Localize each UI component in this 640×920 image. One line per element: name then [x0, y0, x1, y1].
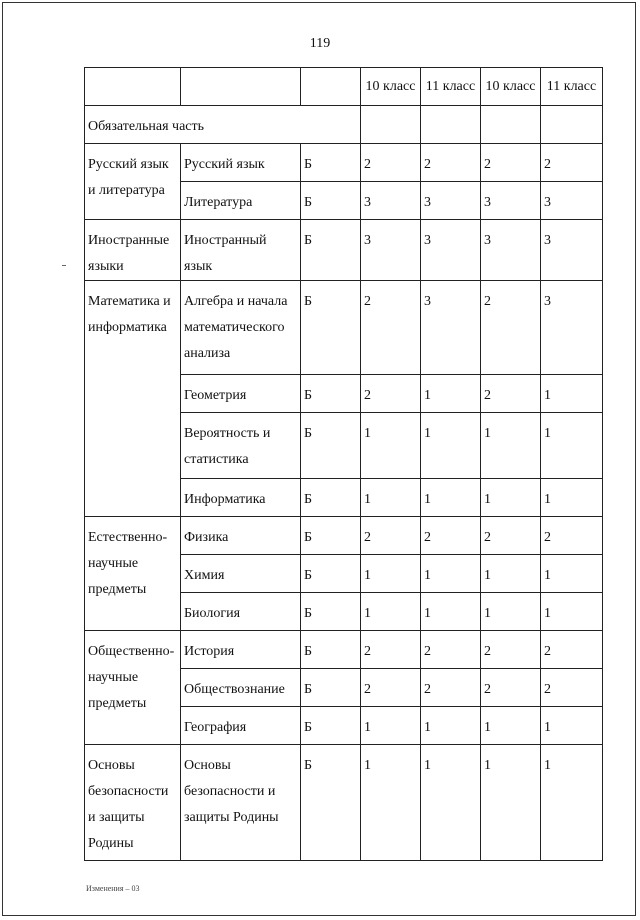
table-row [85, 745, 603, 861]
hours-cell: 3 [361, 182, 421, 220]
hours-cell: 1 [361, 745, 421, 861]
grade-header: 10 класс [481, 68, 541, 106]
subject-area: Математика и информатика [85, 281, 181, 517]
table-row [85, 517, 603, 555]
hours-cell: 2 [361, 375, 421, 413]
subject-name: Алгебра и начала математического анализа [181, 281, 301, 375]
hours-cell: 2 [421, 517, 481, 555]
header-cell-empty [181, 68, 301, 106]
level-cell: Б [301, 375, 361, 413]
subject-area: Естественно-научные предметы [85, 517, 181, 631]
subject-area: Русский язык и литература [85, 144, 181, 220]
table-cell [421, 106, 481, 144]
table-row [85, 220, 603, 281]
level-cell: Б [301, 593, 361, 631]
subject-name: Русский язык [181, 144, 301, 182]
hours-cell: 1 [361, 413, 421, 479]
subject-name: Обществознание [181, 669, 301, 707]
hours-cell: 1 [481, 413, 541, 479]
hours-cell: 1 [541, 479, 603, 517]
scan-mark [62, 265, 66, 266]
subject-name: Литература [181, 182, 301, 220]
subject-name: Иностранный язык [181, 220, 301, 281]
hours-cell: 2 [481, 281, 541, 375]
hours-cell: 2 [481, 375, 541, 413]
grade-header: 11 класс [421, 68, 481, 106]
subject-name: Химия [181, 555, 301, 593]
level-cell: Б [301, 745, 361, 861]
grade-header: 11 класс [541, 68, 603, 106]
footer-note: Изменения – 03 [86, 884, 140, 893]
header-cell-empty [85, 68, 181, 106]
subject-area: Иностранные языки [85, 220, 181, 281]
hours-cell: 1 [541, 413, 603, 479]
hours-cell: 1 [481, 707, 541, 745]
header-cell-empty [301, 68, 361, 106]
hours-cell: 1 [421, 479, 481, 517]
hours-cell: 1 [361, 479, 421, 517]
hours-cell: 1 [421, 593, 481, 631]
table-row [85, 144, 603, 182]
section-row [85, 106, 603, 144]
curriculum-table [84, 67, 603, 861]
hours-cell: 1 [361, 593, 421, 631]
hours-cell: 3 [481, 182, 541, 220]
subject-name: География [181, 707, 301, 745]
level-cell: Б [301, 555, 361, 593]
hours-cell: 1 [421, 375, 481, 413]
hours-cell: 2 [421, 669, 481, 707]
hours-cell: 3 [481, 220, 541, 281]
level-cell: Б [301, 413, 361, 479]
hours-cell: 2 [541, 631, 603, 669]
hours-cell: 1 [541, 593, 603, 631]
hours-cell: 3 [421, 220, 481, 281]
hours-cell: 1 [421, 555, 481, 593]
hours-cell: 1 [421, 707, 481, 745]
subject-area: Общественно-научные предметы [85, 631, 181, 745]
hours-cell: 2 [481, 144, 541, 182]
hours-cell: 1 [421, 413, 481, 479]
hours-cell: 1 [481, 479, 541, 517]
hours-cell: 1 [421, 745, 481, 861]
hours-cell: 2 [481, 517, 541, 555]
hours-cell: 1 [541, 745, 603, 861]
hours-cell: 2 [361, 631, 421, 669]
hours-cell: 2 [361, 517, 421, 555]
subject-area: Основы безопасности и защиты Родины [85, 745, 181, 861]
header-row [85, 68, 603, 106]
hours-cell: 2 [421, 144, 481, 182]
hours-cell: 2 [481, 631, 541, 669]
hours-cell: 2 [541, 669, 603, 707]
hours-cell: 2 [481, 669, 541, 707]
subject-name: Геометрия [181, 375, 301, 413]
hours-cell: 2 [361, 281, 421, 375]
hours-cell: 3 [541, 281, 603, 375]
hours-cell: 2 [541, 517, 603, 555]
subject-name: Биология [181, 593, 301, 631]
level-cell: Б [301, 281, 361, 375]
hours-cell: 1 [481, 555, 541, 593]
hours-cell: 3 [541, 182, 603, 220]
subject-name: Вероятность и статистика [181, 413, 301, 479]
hours-cell: 3 [421, 182, 481, 220]
hours-cell: 3 [541, 220, 603, 281]
hours-cell: 2 [361, 144, 421, 182]
level-cell: Б [301, 182, 361, 220]
subject-name: Основы безопасности и защиты Родины [181, 745, 301, 861]
hours-cell: 1 [541, 555, 603, 593]
hours-cell: 1 [361, 707, 421, 745]
hours-cell: 3 [421, 281, 481, 375]
hours-cell: 1 [481, 745, 541, 861]
hours-cell: 1 [481, 593, 541, 631]
hours-cell: 2 [541, 144, 603, 182]
level-cell: Б [301, 517, 361, 555]
page-number: 119 [309, 36, 331, 51]
subject-name: Физика [181, 517, 301, 555]
level-cell: Б [301, 479, 361, 517]
table-row [85, 281, 603, 375]
hours-cell: 2 [361, 669, 421, 707]
table-cell [541, 106, 603, 144]
grade-header: 10 класс [361, 68, 421, 106]
subject-name: История [181, 631, 301, 669]
level-cell: Б [301, 144, 361, 182]
level-cell: Б [301, 669, 361, 707]
table-row [85, 631, 603, 669]
level-cell: Б [301, 631, 361, 669]
subject-name: Информатика [181, 479, 301, 517]
section-title: Обязательная часть [85, 106, 361, 144]
level-cell: Б [301, 220, 361, 281]
hours-cell: 3 [361, 220, 421, 281]
hours-cell: 1 [541, 375, 603, 413]
table-cell [481, 106, 541, 144]
hours-cell: 1 [361, 555, 421, 593]
table-cell [361, 106, 421, 144]
hours-cell: 1 [541, 707, 603, 745]
level-cell: Б [301, 707, 361, 745]
hours-cell: 2 [421, 631, 481, 669]
